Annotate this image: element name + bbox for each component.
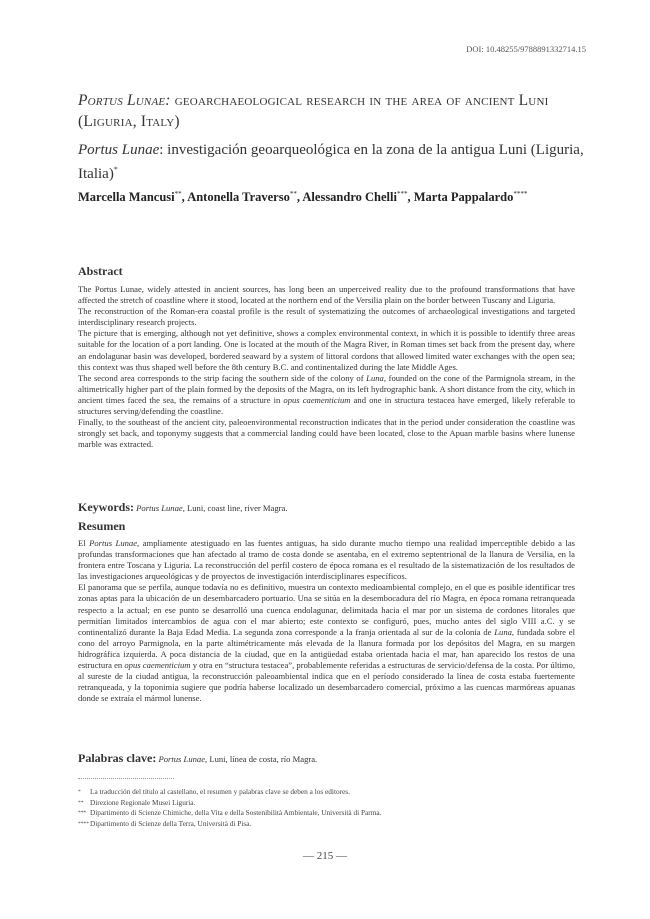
- keywords: [78, 500, 575, 515]
- author-name: Alessandro Chelli: [302, 190, 397, 205]
- abstract-italic: Luna: [366, 372, 384, 383]
- resumen-text: El panorama que se perfila, aunque todavía no es definitivo, muestra un contexto medioambiental complejo, en el que es posible identificar tres zonas aptas para la ubicación de un desembarcadero portuario. Una se sitúa en la desembocadura del río Magra, en época romana retranqueada respecto a la actual; en ese punto se desarrolló una cuenca endolagunar, delimitada hacia el mar por un sistema de cordones litorales que permitían limitados intercambios de agua con el mar abierto; este contexto se configuró, pues, mucho antes del siglo VIII a.C. y se continentalizó durante la Baja Edad Media. La segunda zona corresponde a la franja orientada al sur de la colonia de: [78, 582, 575, 637]
- title-spanish: [78, 140, 598, 184]
- palabras-clave-italic: Portus Lunae: [158, 754, 206, 764]
- author-mark: ****: [513, 190, 528, 198]
- footnote-mark: ****: [78, 820, 89, 827]
- author-separator: ,: [407, 190, 414, 205]
- footnotes: [78, 787, 578, 829]
- abstract-text: The second area corresponds to the strip facing the southern side of the colony of: [78, 372, 367, 383]
- keywords-list: , Luni, coast line, river Magra.: [182, 503, 288, 513]
- abstract-paragraph: The picture that is emerging, although not yet definitive, shows a complex environmental context, in which it is possible to identify three areas suitable for the location of a port landing. One is located at the mouth of the Magra River, in Roman times set back from the present day, where an endolagunar basin was developed, bordered seaward by a system of littoral cordons that allowed limited water exchanges with the open sea; this context was thus shaped well before the 8th century B.C. and continentalized during the late Middle Ages.: [78, 328, 575, 372]
- author-separator: ,: [181, 190, 188, 205]
- author-name: Marta Pappalardo: [413, 190, 514, 205]
- abstract-paragraph: Finally, to the southeast of the ancient city, paleoenvironmental reconstruction indicates that in the period under consideration the coastline was strongly set back, and toponymy suggests that a commercial landing could have been located, close to the Apuan marble basins where lunense marble was extracted.: [78, 417, 575, 450]
- footnote: [78, 787, 578, 798]
- resumen-text: y otra en “structura testacea”, probablemente referidas a estructuras de servicio/defensa de la costa. Por último, al sureste de la ciudad antigua, la reconstrucción paleoambiental indica que en el período considerado la línea de costa estaba fuertemente retranqueada, y la toponimia sugiere que podría haberse localizado un desembarcadero comercial, próximo a las cuencas marmóreas apuanas donde se extraía el mármol lunense.: [78, 660, 575, 704]
- title-english-italic: Portus Lunae:: [78, 92, 171, 109]
- resumen-paragraph: [78, 582, 575, 704]
- resumen-paragraph: [78, 538, 575, 582]
- footnote: [78, 819, 578, 830]
- footnote: [78, 798, 578, 809]
- resumen-italic: opus caementicium: [124, 660, 191, 671]
- footnote-mark: *: [78, 789, 81, 795]
- keywords-italic: Portus Lunae: [136, 503, 183, 513]
- palabras-clave-list: , Luni, línea de costa, río Magra.: [205, 754, 318, 764]
- title-english: [78, 90, 598, 132]
- author-list: [78, 190, 598, 205]
- title-english-rest: geoarchaeological research in the area of ancient Luni (Liguria, Italy): [78, 92, 549, 130]
- author-name: Marcella Mancusi: [78, 190, 175, 205]
- author-separator: ,: [296, 190, 303, 205]
- footnote-text: La traducción del título al castellano, el resumen y palabras clave se deben a los editores.: [90, 787, 350, 796]
- abstract-text: and one in structura testacea have emerged, likely referable to structures serving/defending the coastline.: [78, 394, 575, 417]
- resumen-italic: Portus Lunae: [89, 538, 138, 548]
- abstract-paragraph: The Portus Lunae, widely attested in ancient sources, has long been an unperceived reality due to the profound transformations that have affected the stretch of coastline where it stood, located at the northern end of the Versilia plain on the border between Tuscany and Liguria.: [78, 284, 575, 306]
- resumen-body: [78, 538, 575, 704]
- footnote-mark: ***: [78, 810, 87, 817]
- footnote-text: Dipartimento di Scienze Chimiche, della Vita e della Sostenibilità Ambientale, Università di Parma.: [90, 808, 382, 818]
- footnote-text: Direzione Regionale Musei Liguria.: [90, 797, 196, 807]
- title-footnote-mark: *: [113, 165, 118, 174]
- abstract-heading: Abstract: [78, 264, 123, 278]
- title-spanish-italic: Portus Lunae: [78, 142, 160, 158]
- author-mark: ***: [396, 190, 408, 198]
- abstract-italic: opus caementicium: [283, 394, 351, 405]
- resumen-heading: Resumen: [78, 519, 126, 533]
- author-mark: **: [174, 190, 182, 198]
- doi-label: DOI: 10.48255/9788891332714.15: [466, 44, 586, 54]
- footnote: [78, 808, 578, 819]
- abstract-body: [78, 284, 575, 450]
- abstract-paragraph: The reconstruction of the Roman-era coastal profile is the result of systematizing the outcomes of archaeological investigations and targeted interdisciplinary research projects.: [78, 306, 575, 328]
- abstract-paragraph: [78, 373, 575, 417]
- page-number: — 215 —: [303, 850, 347, 862]
- resumen-text: , fundada sobre el cono del arroyo Parmignola, en la parte altimétricamente más elevada de la llanura formada por los depósitos del Magra, en su margen hidrográfica izquierda. A poca distancia de la ciudad, que en la antigüedad estaba orientada hacia el mar, han aparecido los restos de una estructura en: [78, 626, 575, 671]
- footnote-text: Dipartimento di Scienze della Terra, Università di Pisa.: [90, 818, 252, 828]
- author-mark: **: [289, 190, 297, 198]
- resumen-text: , ampliamente atestiguado en las fuentes antiguas, ha sido durante mucho tiempo una realidad imperceptible debido a las profundas transformaciones que han afectado al tramo de costa donde se asentaba, en el extremo septentrional de la llanura de Versilia, en la frontera entre Toscana y Liguria. La reconstrucción del perfil costero de época romana es el resultado de la sistematización de los resultados de las investigaciones arqueológicas y de proyectos de investigación interdisciplinares específicos.: [78, 538, 575, 582]
- footnote-mark: **: [78, 799, 84, 806]
- author-name: Antonella Traverso: [187, 190, 290, 205]
- abstract-text: , founded on the cone of the Parmignola stream, in the altimetrically higher part of the plain formed by the deposits of the Magra, on its left hydrographic bank. A short distance from the city, which in ancient times faced the sea, the remains of a structure in: [78, 372, 576, 405]
- resumen-text: El: [78, 538, 90, 548]
- title-spanish-rest: : investigación geoarqueológica en la zona de la antigua Luni (Liguria, Italia): [78, 142, 584, 182]
- resumen-italic: Luna: [494, 626, 512, 637]
- keywords-label: Keywords:: [78, 500, 134, 514]
- palabras-clave-label: Palabras clave:: [78, 751, 157, 765]
- palabras-clave: [78, 751, 575, 766]
- footnote-divider: [78, 778, 174, 779]
